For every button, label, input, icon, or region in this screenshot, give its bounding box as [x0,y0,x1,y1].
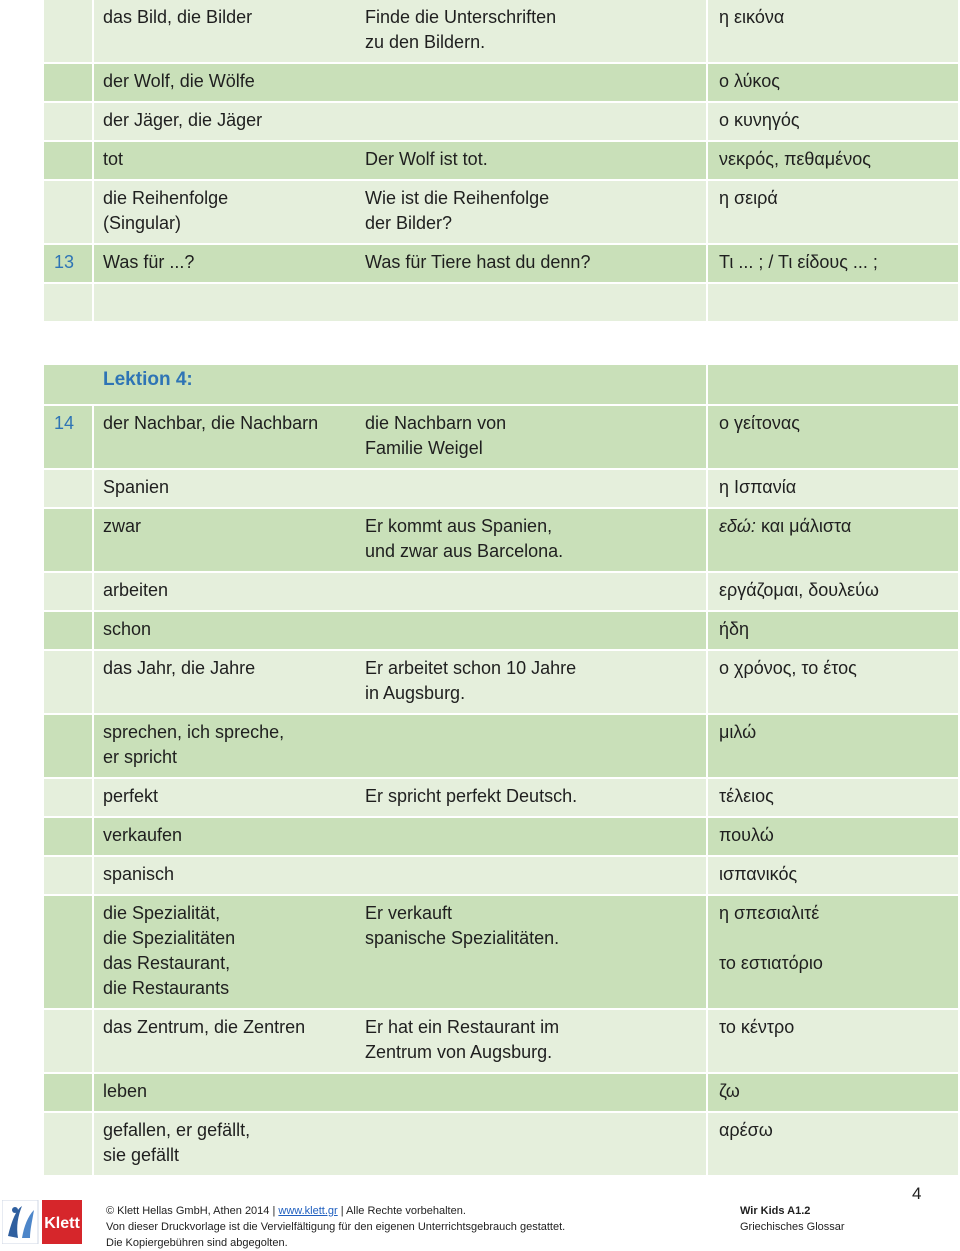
example-sentence: Er hat ein Restaurant im Zentrum von Augsburg. [365,1017,560,1062]
table-row [44,103,958,142]
german-word [94,284,354,321]
row-number [44,509,92,571]
example-sentence: Wie ist die Reihenfolge der Bilder? [365,188,550,233]
greek-translation: το κέντρο [719,1017,795,1037]
page-number: 4 [912,1184,922,1203]
german-word: perfekt [103,786,159,806]
german-word: die Reihenfolge (Singular) [103,188,229,233]
greek-translation: ο λύκος [719,71,780,91]
row-number [44,573,92,610]
product-info [740,1203,845,1235]
klett-link[interactable]: www.klett.gr [278,1205,338,1217]
vocab-table-lesson-4 [44,365,958,1177]
greek-translation: μιλώ [719,722,757,742]
row-number [44,612,92,649]
example-sentence: Er verkauft spanische Spezialitäten. [365,903,560,948]
german-word: verkaufen [103,825,183,845]
greek-translation: η σπεσιαλιτέ το εστιατόριο [719,903,823,973]
greek-translation: πουλώ [719,825,774,845]
table-row [44,406,958,470]
row-number [44,779,92,816]
product-subtitle: Griechisches Glossar [740,1221,845,1233]
table-row [44,0,958,64]
example-sentence: Finde die Unterschriften zu den Bildern. [365,7,557,52]
greek-translation: εργάζομαι, δουλεύω [719,580,879,600]
example-sentence [356,715,706,777]
german-word: leben [103,1081,148,1101]
row-number [44,1010,92,1072]
german-word: tot [103,149,124,169]
row-number [44,103,92,140]
greek-translation: ο γείτονας [719,413,800,433]
german-word: die Spezialität, die Spezialitäten das Restaurant, die Restaurants [103,903,236,998]
greek-translation [708,284,958,321]
german-word: Was für ...? [103,252,195,272]
rights: | Alle Rechte vorbehalten. [337,1205,466,1217]
example-sentence: die Nachbarn von Familie Weigel [365,413,507,458]
greek-translation: η Ισπανία [719,477,797,497]
row-number [44,64,92,101]
german-word: sprechen, ich spreche, er spricht [103,722,285,767]
table-row [44,896,958,1010]
row-number [44,284,92,321]
logo-text: Klett [44,1215,80,1232]
example-sentence [356,103,706,140]
table-row [44,1010,958,1074]
row-number [44,142,92,179]
german-word: das Bild, die Bilder [103,7,253,27]
german-word: der Wolf, die Wölfe [103,71,255,91]
greek-translation: η σειρά [719,188,778,208]
example-sentence: Er spricht perfekt Deutsch. [365,786,578,806]
example-sentence: Der Wolf ist tot. [365,149,488,169]
lesson-heading-row [44,365,958,406]
example-sentence [356,1113,706,1175]
row-number [44,715,92,777]
table-row [44,573,958,612]
greek-translation: Τι ... ; / Τι είδους ... ; [719,252,878,272]
lesson-heading: Lektion 4: [103,369,193,390]
german-word: das Zentrum, die Zentren [103,1017,306,1037]
table-row [44,715,958,779]
example-sentence [356,612,706,649]
greek-translation: νεκρός, πεθαμένος [719,149,871,169]
example-sentence [356,470,706,507]
german-word: das Jahr, die Jahre [103,658,256,678]
copyright: © Klett Hellas GmbH, Athen 2014 | [106,1205,279,1217]
table-row [44,142,958,181]
greek-translation: ζω [719,1081,740,1101]
copy-fees: Die Kopiergebühren sind abgegolten. [106,1237,288,1249]
greek-translation: ο κυνηγός [719,110,800,130]
page-footer [0,1180,960,1247]
row-number [44,181,92,243]
example-sentence [356,1074,706,1111]
product-title: Wir Kids A1.2 [740,1205,811,1217]
vocab-table-top [44,0,958,323]
row-number [44,470,92,507]
greek-translation: ισπανικός [719,864,798,884]
table-row [44,509,958,573]
table-row [44,779,958,818]
table-row [44,1113,958,1177]
row-number [44,651,92,713]
german-word: der Nachbar, die Nachbarn [103,413,319,433]
german-word: zwar [103,516,142,536]
greek-translation: αρέσω [719,1120,773,1140]
greek-translation: ήδη [719,619,750,639]
table-row [44,818,958,857]
greek-translation: ο χρόνος, το έτος [719,658,857,678]
german-word: arbeiten [103,580,169,600]
row-number [44,1074,92,1111]
example-sentence [356,284,706,321]
german-word: der Jäger, die Jäger [103,110,263,130]
footer-text [106,1203,565,1251]
klett-logo [2,1200,82,1244]
row-number [44,896,92,1008]
table-row [44,470,958,509]
row-number: 14 [54,413,75,433]
table-row [44,284,958,323]
table-row [44,857,958,896]
copy-permission: Von dieser Druckvorlage ist die Vervielfältigung für den eigenen Unterrichtsgebrauch gestattet. [106,1221,566,1233]
german-word: gefallen, er gefällt, sie gefällt [103,1120,251,1165]
row-number [44,818,92,855]
greek-translation: τέλειος [719,786,774,806]
table-row [44,245,958,284]
german-word: spanisch [103,864,175,884]
german-word: Spanien [103,477,170,497]
example-sentence: Er kommt aus Spanien, und zwar aus Barcelona. [365,516,564,561]
row-number [44,1113,92,1175]
row-number [44,0,92,62]
row-number: 13 [54,252,75,272]
example-sentence [356,857,706,894]
example-sentence [356,818,706,855]
table-row [44,612,958,651]
example-sentence: Er arbeitet schon 10 Jahre in Augsburg. [365,658,577,703]
greek-translation: εδώ: και μάλιστα [719,516,852,536]
table-row [44,181,958,245]
table-row [44,1074,958,1113]
table-row [44,64,958,103]
example-sentence: Was für Tiere hast du denn? [365,252,591,272]
example-sentence [356,64,706,101]
german-word: schon [103,619,152,639]
row-number [44,857,92,894]
greek-translation: η εικόνα [719,7,785,27]
example-sentence [356,573,706,610]
table-row [44,651,958,715]
